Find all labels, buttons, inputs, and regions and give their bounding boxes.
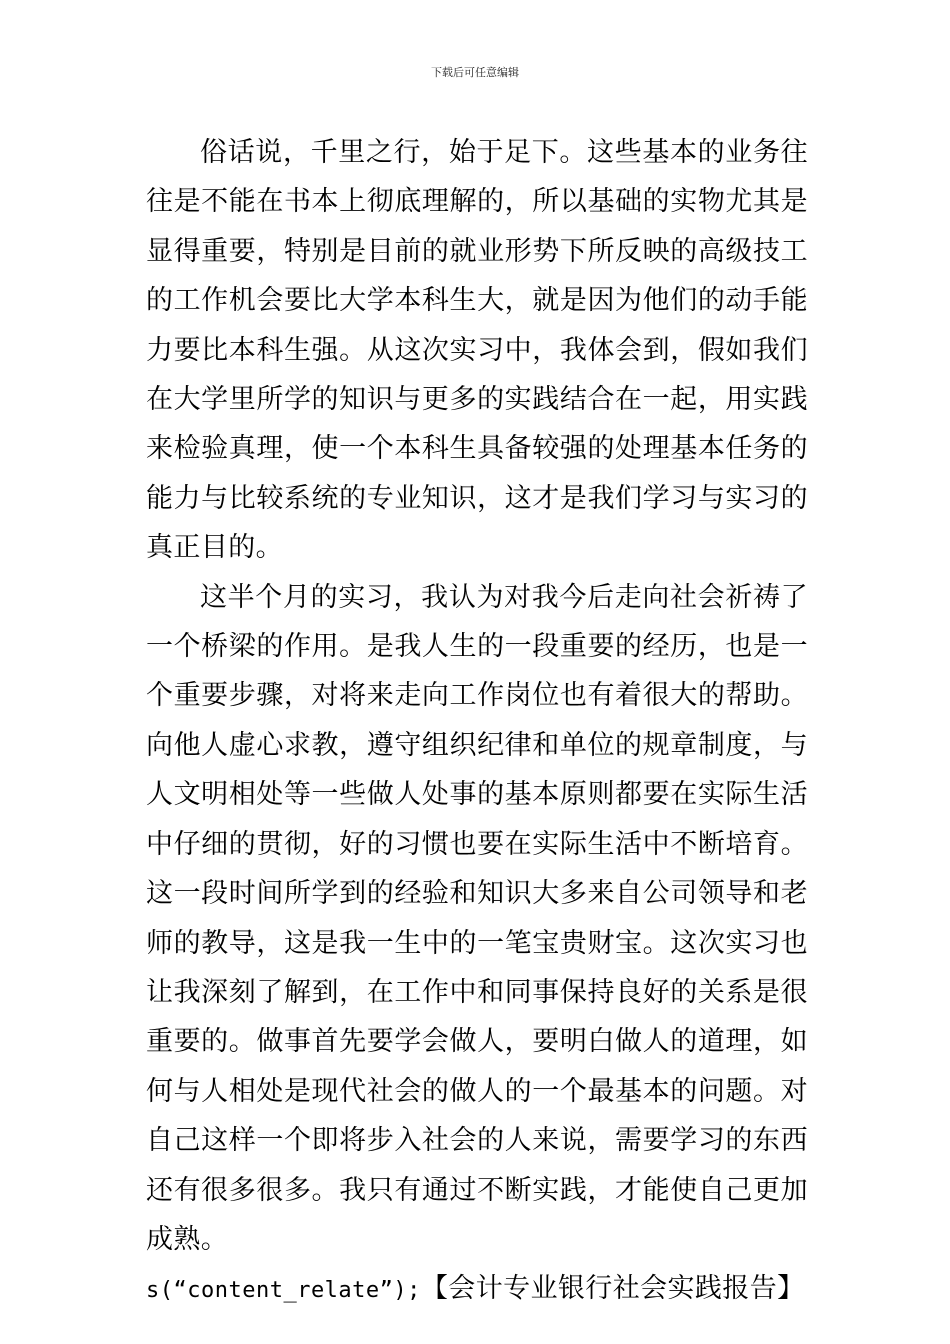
- document-body: [146, 128, 808, 1316]
- page-header-note: 下载后可任意编辑: [431, 66, 519, 79]
- trailer-line: [146, 1264, 808, 1315]
- paragraph-1: 俗话说，千里之行，始于足下。这些基本的业务往往是不能在书本上彻底理解的，所以基础的实物尤其是显得重要，特别是目前的就业形势下所反映的高级技工的工作机会要比大学本科生大，就是因为他们的动手能力要比本科生强。从这次实习中，我体会到，假如我们在大学里所学的知识与更多的实践结合在一起，用实践来检验真理，使一个本科生具备较强的处理基本任务的能力与比较系统的专业知识，这才是我们学习与实习的真正目的。: [146, 137, 808, 564]
- paragraph-2: 这半个月的实习，我认为对我今后走向社会祈祷了一个桥梁的作用。是我人生的一段重要的经历，也是一个重要步骤，对将来走向工作岗位也有着很大的帮助。向他人虚心求教，遵守组织纪律和单位的规章制度，与人文明相处等一些做人处事的基本原则都要在实际生活中仔细的贯彻，好的习惯也要在实际生活中不断培育。这一段时间所学到的经验和知识大多来自公司领导和老师的教导，这是我一生中的一笔宝贵财宝。这次实习也让我深刻了解到，在工作中和同事保持良好的关系是很重要的。做事首先要学会做人，要明白做人的道理，如何与人相处是现代社会的做人的一个最基本的问题。对自己这样一个即将步入社会的人来说，需要学习的东西还有很多很多。我只有通过不断实践，才能使自己更加成熟。: [146, 581, 808, 1255]
- report-title-text: 【会计专业银行社会实践报告】: [420, 1273, 805, 1305]
- script-call-text: s(“content_relate”);: [146, 1278, 421, 1304]
